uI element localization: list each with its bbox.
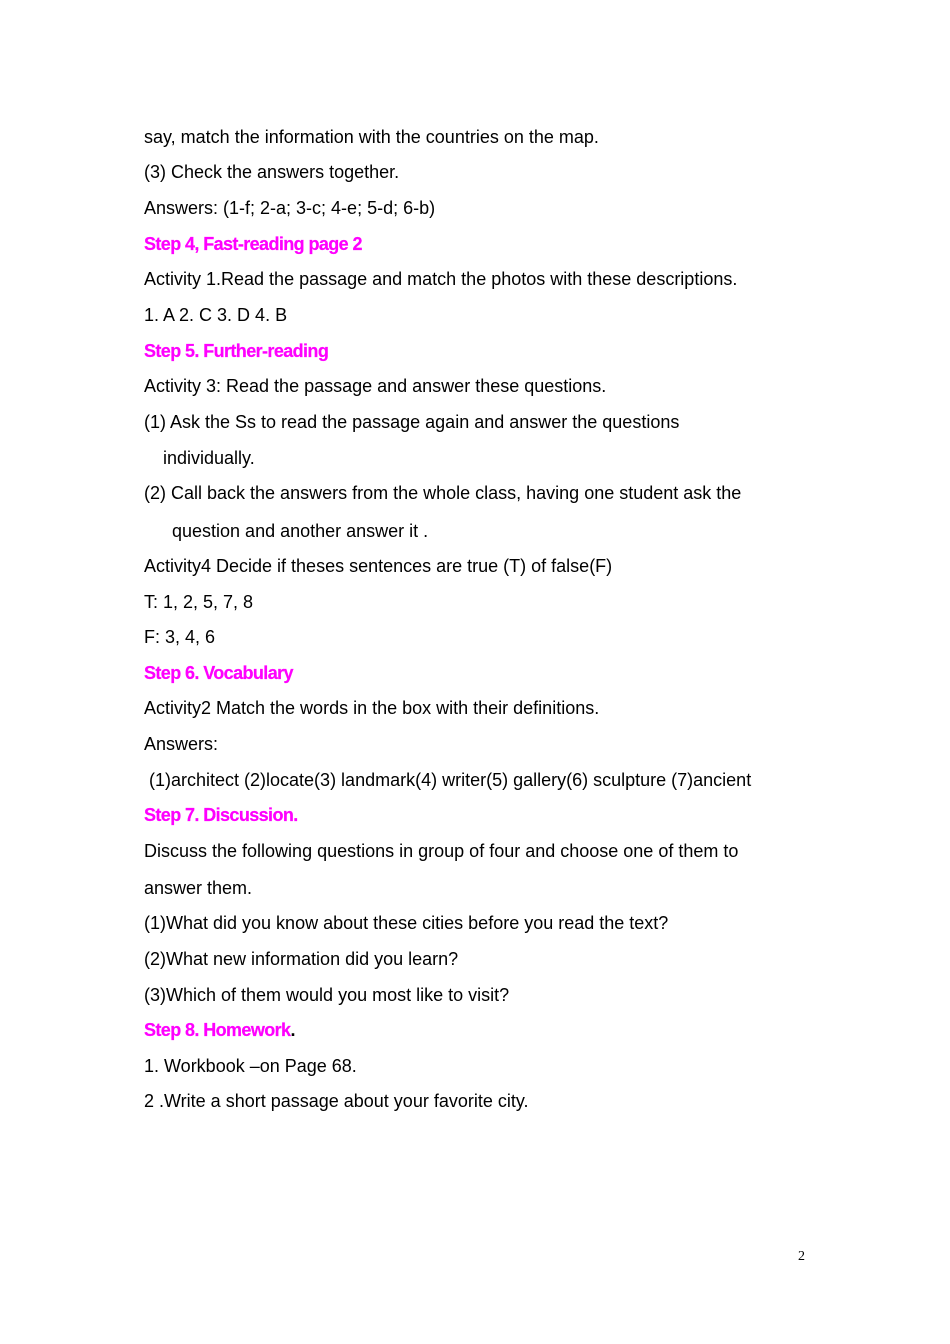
text-line-activity-3: Activity 3: Read the passage and answer these questions. [144,376,607,396]
heading-step-8-text: Step 8. Homework [144,1020,291,1040]
text-line-question-2: (2)What new information did you learn? [144,949,459,969]
text-line-activity-instruction-continued: say, match the information with the countries on the map. [144,127,599,147]
text-line-activity-1: Activity 1.Read the passage and match the photos with these descriptions. [144,269,738,289]
text-line-discussion-instruction: Discuss the following questions in group of four and choose one of them to [144,841,739,861]
heading-step-6: Step 6. Vocabulary [144,663,293,683]
text-line-check-answers: (3) Check the answers together. [144,162,400,182]
text-line-step-5-item-1-continued: individually. [163,448,255,468]
text-line-question-3: (3)Which of them would you most like to visit? [144,985,510,1005]
text-line-homework-2: 2 .Write a short passage about your favorite city. [144,1091,529,1111]
text-line-answers-label: Answers: [144,734,219,754]
text-line-activity-2: Activity2 Match the words in the box with their definitions. [144,698,600,718]
page-number: 2 [798,1249,805,1264]
heading-step-8-period: . [290,1020,295,1040]
text-line-answers-step3: Answers: (1-f; 2-a; 3-c; 4-e; 5-d; 6-b) [144,198,436,218]
text-line-homework-1: 1. Workbook –on Page 68. [144,1056,357,1076]
text-line-discussion-instruction-continued: answer them. [144,878,253,898]
heading-step-4: Step 4, Fast-reading page 2 [144,234,362,254]
text-line-question-1: (1)What did you know about these cities before you read the text? [144,913,669,933]
heading-step-8 [144,1019,295,1041]
text-line-step-5-item-2-continued: question and another answer it . [172,521,429,541]
text-line-step-5-item-1: (1) Ask the Ss to read the passage again and answer the questions [144,412,680,432]
text-line-step-5-item-2: (2) Call back the answers from the whole class, having one student ask the [144,483,742,503]
text-line-activity-4: Activity4 Decide if theses sentences are true (T) of false(F) [144,556,613,576]
text-line-vocabulary-answers: (1)architect (2)locate(3) landmark(4) writer(5) gallery(6) sculpture (7)ancient [144,770,752,790]
text-line-activity-1-answers: 1. A 2. C 3. D 4. B [144,305,288,325]
heading-step-7: Step 7. Discussion. [144,805,298,825]
text-line-false-answers: F: 3, 4, 6 [144,627,216,647]
heading-step-5: Step 5. Further-reading [144,341,329,361]
text-line-true-answers: T: 1, 2, 5, 7, 8 [144,592,254,612]
